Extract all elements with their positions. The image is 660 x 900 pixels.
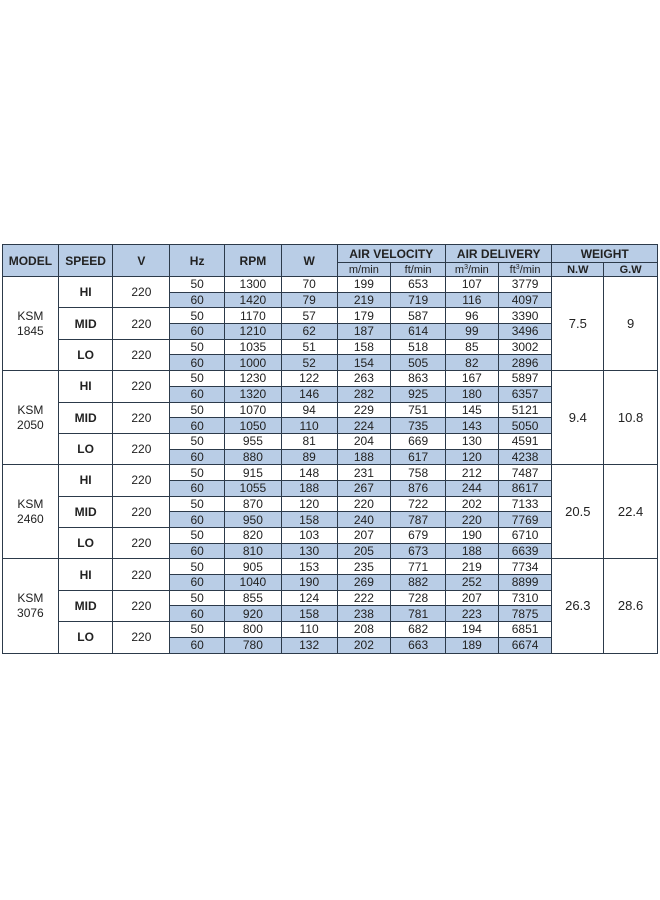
- speed-label: LO: [58, 528, 113, 559]
- hz-value: 50: [170, 308, 225, 324]
- rpm-value: 880: [224, 449, 281, 465]
- delivery-m3-min-value: 212: [445, 465, 498, 481]
- watts-value: 122: [281, 371, 337, 387]
- model-name-cell: [3, 465, 59, 559]
- delivery-m3-min-value: 120: [445, 449, 498, 465]
- rpm-value: 855: [224, 590, 281, 606]
- delivery-ft3-min-value: 8617: [498, 480, 552, 496]
- header-net-weight: N.W: [552, 263, 604, 277]
- delivery-m3-min-value: 167: [445, 371, 498, 387]
- watts-value: 81: [281, 433, 337, 449]
- table-body: [3, 277, 658, 654]
- rpm-value: 920: [224, 606, 281, 622]
- velocity-ft-min-value: 679: [391, 528, 446, 544]
- delivery-ft3-min-value: 5050: [498, 418, 552, 434]
- velocity-ft-min-value: 663: [391, 637, 446, 653]
- hz-value: 60: [170, 637, 225, 653]
- rpm-value: 955: [224, 433, 281, 449]
- rpm-value: 1210: [224, 324, 281, 340]
- speed-label: HI: [58, 371, 113, 402]
- model-name-cell: [3, 371, 59, 465]
- delivery-ft3-min-value: 7734: [498, 559, 552, 575]
- gross-weight-value: 22.4: [604, 465, 658, 559]
- hz-value: 60: [170, 449, 225, 465]
- watts-value: 132: [281, 637, 337, 653]
- voltage-value: 220: [113, 622, 170, 653]
- delivery-m3-min-value: 85: [445, 339, 498, 355]
- net-weight-value: 26.3: [552, 559, 604, 653]
- delivery-ft3-min-value: 7875: [498, 606, 552, 622]
- velocity-m-min-value: 158: [337, 339, 391, 355]
- velocity-ft-min-value: 863: [391, 371, 446, 387]
- hz-value: 60: [170, 575, 225, 591]
- velocity-m-min-value: 179: [337, 308, 391, 324]
- delivery-ft3-min-value: 3779: [498, 277, 552, 293]
- watts-value: 120: [281, 496, 337, 512]
- delivery-ft3-min-value: 5897: [498, 371, 552, 387]
- speed-label: HI: [58, 277, 113, 308]
- speed-label: MID: [58, 308, 113, 339]
- velocity-ft-min-value: 771: [391, 559, 446, 575]
- net-weight-value: 7.5: [552, 277, 604, 371]
- hz-value: 60: [170, 480, 225, 496]
- header-rpm: RPM: [224, 245, 281, 277]
- velocity-ft-min-value: 682: [391, 622, 446, 638]
- watts-value: 153: [281, 559, 337, 575]
- hz-value: 60: [170, 355, 225, 371]
- delivery-ft3-min-value: 6639: [498, 543, 552, 559]
- watts-value: 110: [281, 622, 337, 638]
- velocity-ft-min-value: 614: [391, 324, 446, 340]
- table-row: [3, 465, 658, 481]
- velocity-ft-min-value: 653: [391, 277, 446, 293]
- rpm-value: 950: [224, 512, 281, 528]
- hz-value: 60: [170, 386, 225, 402]
- velocity-m-min-value: 282: [337, 386, 391, 402]
- watts-value: 124: [281, 590, 337, 606]
- rpm-value: 1300: [224, 277, 281, 293]
- velocity-ft-min-value: 669: [391, 433, 446, 449]
- delivery-m3-min-value: 190: [445, 528, 498, 544]
- voltage-value: 220: [113, 559, 170, 590]
- delivery-ft3-min-value: 3496: [498, 324, 552, 340]
- velocity-ft-min-value: 728: [391, 590, 446, 606]
- gross-weight-value: 28.6: [604, 559, 658, 653]
- model-name-line2: 3076: [17, 605, 44, 620]
- watts-value: 110: [281, 418, 337, 434]
- velocity-m-min-value: 269: [337, 575, 391, 591]
- voltage-value: 220: [113, 402, 170, 433]
- hz-value: 50: [170, 528, 225, 544]
- rpm-value: 810: [224, 543, 281, 559]
- velocity-ft-min-value: 617: [391, 449, 446, 465]
- watts-value: 158: [281, 512, 337, 528]
- header-air-delivery: AIR DELIVERY: [445, 245, 551, 263]
- hz-value: 50: [170, 559, 225, 575]
- velocity-ft-min-value: 876: [391, 480, 446, 496]
- delivery-ft3-min-value: 7133: [498, 496, 552, 512]
- watts-value: 158: [281, 606, 337, 622]
- velocity-m-min-value: 238: [337, 606, 391, 622]
- hz-value: 60: [170, 512, 225, 528]
- header-velocity-m-min: m/min: [337, 263, 391, 277]
- hz-value: 60: [170, 292, 225, 308]
- header-weight: WEIGHT: [552, 245, 658, 263]
- watts-value: 57: [281, 308, 337, 324]
- model-name-line2: 2050: [17, 417, 44, 432]
- delivery-m3-min-value: 188: [445, 543, 498, 559]
- voltage-value: 220: [113, 277, 170, 308]
- velocity-ft-min-value: 735: [391, 418, 446, 434]
- delivery-ft3-min-value: 3390: [498, 308, 552, 324]
- hz-value: 50: [170, 402, 225, 418]
- rpm-value: 780: [224, 637, 281, 653]
- velocity-ft-min-value: 758: [391, 465, 446, 481]
- velocity-ft-min-value: 722: [391, 496, 446, 512]
- velocity-ft-min-value: 518: [391, 339, 446, 355]
- rpm-value: 1070: [224, 402, 281, 418]
- delivery-m3-min-value: 219: [445, 559, 498, 575]
- hz-value: 60: [170, 324, 225, 340]
- delivery-ft3-min-value: 6674: [498, 637, 552, 653]
- voltage-value: 220: [113, 371, 170, 402]
- velocity-m-min-value: 231: [337, 465, 391, 481]
- rpm-value: 915: [224, 465, 281, 481]
- velocity-m-min-value: 208: [337, 622, 391, 638]
- velocity-m-min-value: 229: [337, 402, 391, 418]
- delivery-m3-min-value: 244: [445, 480, 498, 496]
- rpm-value: 905: [224, 559, 281, 575]
- delivery-ft3-min-value: 3002: [498, 339, 552, 355]
- model-name-cell: [3, 277, 59, 371]
- watts-value: 190: [281, 575, 337, 591]
- velocity-ft-min-value: 673: [391, 543, 446, 559]
- delivery-m3-min-value: 220: [445, 512, 498, 528]
- rpm-value: 1420: [224, 292, 281, 308]
- table-row: [3, 559, 658, 575]
- net-weight-value: 20.5: [552, 465, 604, 559]
- watts-value: 146: [281, 386, 337, 402]
- watts-value: 148: [281, 465, 337, 481]
- voltage-value: 220: [113, 339, 170, 370]
- delivery-ft3-min-value: 8899: [498, 575, 552, 591]
- header-delivery-m3-min: $m^3/\min$: [445, 263, 498, 277]
- velocity-ft-min-value: 751: [391, 402, 446, 418]
- velocity-m-min-value: 240: [337, 512, 391, 528]
- watts-value: 89: [281, 449, 337, 465]
- delivery-m3-min-value: 99: [445, 324, 498, 340]
- watts-value: 79: [281, 292, 337, 308]
- delivery-ft3-min-value: 7769: [498, 512, 552, 528]
- velocity-m-min-value: 220: [337, 496, 391, 512]
- delivery-ft3-min-value: 2896: [498, 355, 552, 371]
- velocity-m-min-value: 219: [337, 292, 391, 308]
- velocity-m-min-value: 205: [337, 543, 391, 559]
- watts-value: 94: [281, 402, 337, 418]
- hz-value: 60: [170, 543, 225, 559]
- model-name-line1: KSM: [17, 308, 44, 323]
- delivery-m3-min-value: 252: [445, 575, 498, 591]
- net-weight-value: 9.4: [552, 371, 604, 465]
- header-speed: SPEED: [58, 245, 113, 277]
- model-name-line2: 2460: [17, 511, 44, 526]
- voltage-value: 220: [113, 590, 170, 621]
- hz-value: 60: [170, 418, 225, 434]
- delivery-m3-min-value: 189: [445, 637, 498, 653]
- delivery-ft3-min-value: 4591: [498, 433, 552, 449]
- gross-weight-value: 9: [604, 277, 658, 371]
- hz-value: 50: [170, 371, 225, 387]
- header-hz: Hz: [170, 245, 225, 277]
- hz-value: 50: [170, 590, 225, 606]
- delivery-ft3-min-value: 7487: [498, 465, 552, 481]
- rpm-value: 800: [224, 622, 281, 638]
- voltage-value: 220: [113, 433, 170, 464]
- delivery-m3-min-value: 130: [445, 433, 498, 449]
- hz-value: 50: [170, 277, 225, 293]
- gross-weight-value: 10.8: [604, 371, 658, 465]
- rpm-value: 870: [224, 496, 281, 512]
- header-watts: W: [281, 245, 337, 277]
- voltage-value: 220: [113, 496, 170, 527]
- speed-label: HI: [58, 465, 113, 496]
- hz-value: 50: [170, 622, 225, 638]
- velocity-m-min-value: 267: [337, 480, 391, 496]
- voltage-value: 220: [113, 465, 170, 496]
- delivery-ft3-min-value: 6851: [498, 622, 552, 638]
- model-name-line2: 1845: [17, 323, 44, 338]
- table-row: [3, 371, 658, 387]
- header-model: MODEL: [3, 245, 59, 277]
- velocity-ft-min-value: 925: [391, 386, 446, 402]
- delivery-m3-min-value: 116: [445, 292, 498, 308]
- delivery-ft3-min-value: 4238: [498, 449, 552, 465]
- rpm-value: 1320: [224, 386, 281, 402]
- velocity-m-min-value: 202: [337, 637, 391, 653]
- delivery-ft3-min-value: 6357: [498, 386, 552, 402]
- delivery-m3-min-value: 180: [445, 386, 498, 402]
- hz-value: 50: [170, 433, 225, 449]
- delivery-m3-min-value: 194: [445, 622, 498, 638]
- delivery-m3-min-value: 202: [445, 496, 498, 512]
- rpm-value: 1035: [224, 339, 281, 355]
- header-air-velocity: AIR VELOCITY: [337, 245, 445, 263]
- delivery-ft3-min-value: 5121: [498, 402, 552, 418]
- delivery-m3-min-value: 107: [445, 277, 498, 293]
- model-name-line1: KSM: [17, 496, 44, 511]
- velocity-m-min-value: 222: [337, 590, 391, 606]
- speed-label: MID: [58, 590, 113, 621]
- speed-label: MID: [58, 402, 113, 433]
- delivery-ft3-min-value: 7310: [498, 590, 552, 606]
- rpm-value: 1050: [224, 418, 281, 434]
- velocity-ft-min-value: 781: [391, 606, 446, 622]
- rpm-value: 1170: [224, 308, 281, 324]
- velocity-ft-min-value: 787: [391, 512, 446, 528]
- speed-label: LO: [58, 339, 113, 370]
- model-name-line1: KSM: [17, 590, 44, 605]
- velocity-ft-min-value: 882: [391, 575, 446, 591]
- hz-value: 60: [170, 606, 225, 622]
- velocity-m-min-value: 224: [337, 418, 391, 434]
- voltage-value: 220: [113, 528, 170, 559]
- velocity-m-min-value: 207: [337, 528, 391, 544]
- hz-value: 50: [170, 339, 225, 355]
- rpm-value: 1055: [224, 480, 281, 496]
- speed-label: LO: [58, 433, 113, 464]
- watts-value: 62: [281, 324, 337, 340]
- watts-value: 52: [281, 355, 337, 371]
- watts-value: 188: [281, 480, 337, 496]
- table-row: [3, 277, 658, 293]
- voltage-value: 220: [113, 308, 170, 339]
- velocity-ft-min-value: 587: [391, 308, 446, 324]
- velocity-m-min-value: 187: [337, 324, 391, 340]
- hz-value: 50: [170, 496, 225, 512]
- model-name-line1: KSM: [17, 402, 44, 417]
- velocity-ft-min-value: 505: [391, 355, 446, 371]
- velocity-m-min-value: 263: [337, 371, 391, 387]
- delivery-ft3-min-value: 4097: [498, 292, 552, 308]
- watts-value: 51: [281, 339, 337, 355]
- header-gross-weight: G.W: [604, 263, 658, 277]
- rpm-value: 1230: [224, 371, 281, 387]
- header-voltage: V: [113, 245, 170, 277]
- delivery-m3-min-value: 207: [445, 590, 498, 606]
- rpm-value: 1000: [224, 355, 281, 371]
- rpm-value: 1040: [224, 575, 281, 591]
- velocity-m-min-value: 188: [337, 449, 391, 465]
- delivery-m3-min-value: 143: [445, 418, 498, 434]
- header-velocity-ft-min: ft/min: [391, 263, 446, 277]
- table-header: [3, 245, 658, 277]
- hz-value: 50: [170, 465, 225, 481]
- delivery-m3-min-value: 82: [445, 355, 498, 371]
- delivery-m3-min-value: 96: [445, 308, 498, 324]
- model-name-cell: [3, 559, 59, 653]
- speed-label: MID: [58, 496, 113, 527]
- speed-label: HI: [58, 559, 113, 590]
- rpm-value: 820: [224, 528, 281, 544]
- delivery-m3-min-value: 223: [445, 606, 498, 622]
- delivery-ft3-min-value: 6710: [498, 528, 552, 544]
- watts-value: 70: [281, 277, 337, 293]
- delivery-m3-min-value: 145: [445, 402, 498, 418]
- velocity-m-min-value: 199: [337, 277, 391, 293]
- speed-label: LO: [58, 622, 113, 653]
- header-delivery-ft3-min: $ft^3/\min$: [498, 263, 552, 277]
- watts-value: 103: [281, 528, 337, 544]
- fan-spec-table: [2, 244, 658, 654]
- watts-value: 130: [281, 543, 337, 559]
- velocity-ft-min-value: 719: [391, 292, 446, 308]
- velocity-m-min-value: 235: [337, 559, 391, 575]
- velocity-m-min-value: 154: [337, 355, 391, 371]
- velocity-m-min-value: 204: [337, 433, 391, 449]
